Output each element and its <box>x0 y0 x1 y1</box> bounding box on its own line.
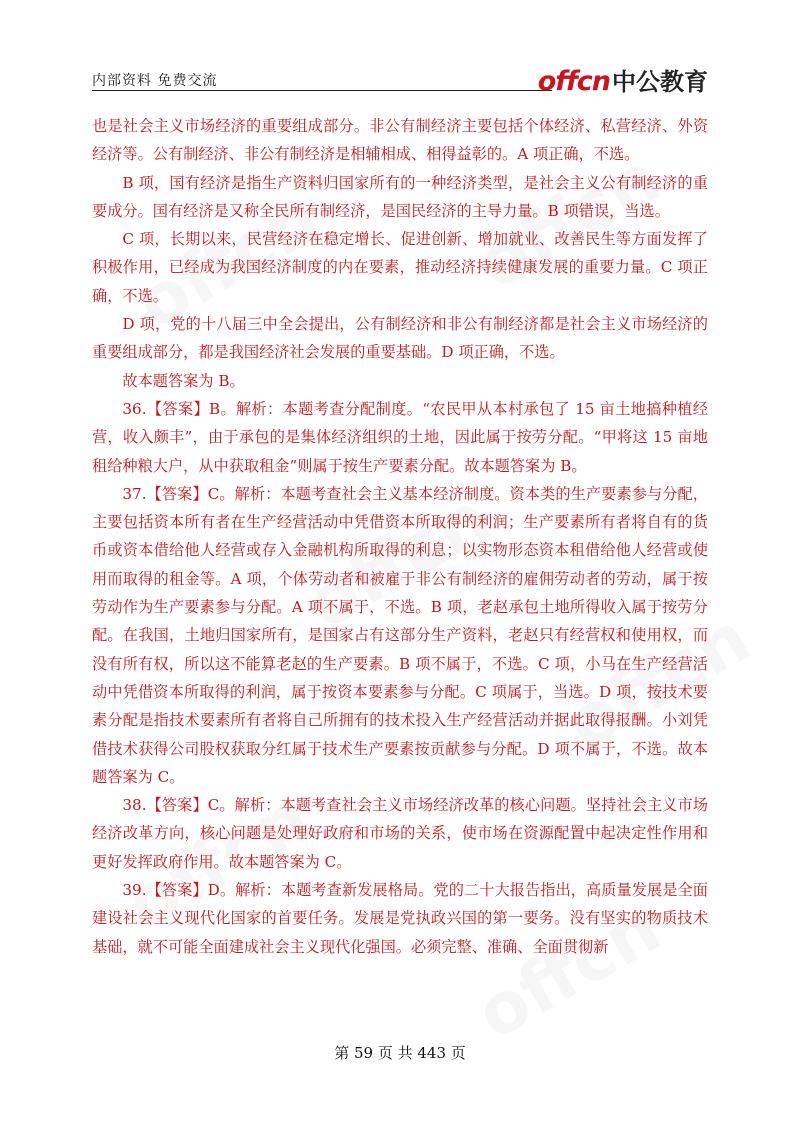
paragraph: 也是社会主义市场经济的重要组成部分。非公有制经济主要包括个体经济、私营经济、外资经济等。公有制经济、非公有制经济是相辅相成、相得益彰的。A 项正确，不选。 <box>92 117 708 164</box>
paragraph: 39.【答案】D。解析：本题考查新发展格局。党的二十大报告指出，高质量发展是全面建设社会主义现代化国家的首要任务。发展是党执政兴国的第一要务。没有坚实的物质技术基础，就不可能全面建成社会主义现代化强国。必须完整、准确、全面贯彻新 <box>92 881 708 956</box>
page-header <box>92 64 708 97</box>
paragraph: B 项，国有经济是指生产资料归国家所有的一种经济类型，是社会主义公有制经济的重要成分。国有经济是又称全民所有制经济，是国民经济的主导力量。B 项错误，当选。 <box>92 173 708 220</box>
header-rule <box>92 90 552 91</box>
paragraph: 38.【答案】C。解析：本题考查社会主义市场经济改革的核心问题。坚持社会主义市场经济改革方向，核心问题是处理好政府和市场的关系，使市场在资源配置中起决定性作用和更好发挥政府作用。故本题答案为 C。 <box>92 796 708 871</box>
header-label: 内部资料 免费交流 <box>92 73 218 89</box>
paragraph: 故本题答案为 B。 <box>122 371 245 390</box>
logo-mark: offcn <box>537 66 610 97</box>
paragraph: D 项，党的十八届三中全会提出，公有制经济和非公有制经济都是社会主义市场经济的重要组成部分，都是我国经济社会发展的重要基础。D 项正确，不选。 <box>92 315 708 362</box>
logo-cn: 中公教育 <box>612 68 708 96</box>
page-number: 第 59 页 共 443 页 <box>334 1044 466 1062</box>
page-content <box>92 112 708 961</box>
paragraph: C 项，长期以来，民营经济在稳定增长、促进创新、增加就业、改善民生等方面发挥了积极作用，已经成为我国经济制度的内在要素，推动经济持续健康发展的重要力量。C 项正确，不选。 <box>92 230 708 305</box>
paragraph: 36.【答案】B。解析：本题考查分配制度。“农民甲从本村承包了 15 亩土地搞种植经营，收入颇丰”，由于承包的是集体经济组织的土地，因此属于按劳分配。“甲将这 15 亩地租给种粮大户，从中获取租金”则属于按生产要素分配。故本题答案为 B。 <box>92 399 708 475</box>
paragraph: 37.【答案】C。解析：本题考查社会主义基本经济制度。资本类的生产要素参与分配，主要包括资本所有者在生产经营活动中凭借资本所取得的利润；生产要素所有者将自有的货币或资本借给他人经营或存入金融机构所取得的利息；以实物形态资本租借给他人经营或使用而取得的租金等。A 项，个体劳动者和被雇于非公有制经济的雇佣劳动者的劳动，属于按劳动作为生产要素参与分配。A 项不属于，不选。B 项，老赵承包土地所得收入属于按劳分配。在我国，土地归国家所有，是国家占有这部分生产资料，老赵只有经营权和使用权，而没有所有权，所以这不能算老赵的生产要素。B 项不属于，不选。C 项，小马在生产经营活动中凭借资本所取得的利润，属于按资本要素参与分配。C 项属于，当选。D 项，按技术要素分配是指技术要素所有者将自己所拥有的技术投入生产经营活动并据此取得报酬。小刘凭借技术获得公司股权获取分红属于技术生产要素按贡献参与分配。D 项不属于，不选。故本题答案为 C。 <box>92 484 708 786</box>
offcn-logo <box>537 62 708 97</box>
